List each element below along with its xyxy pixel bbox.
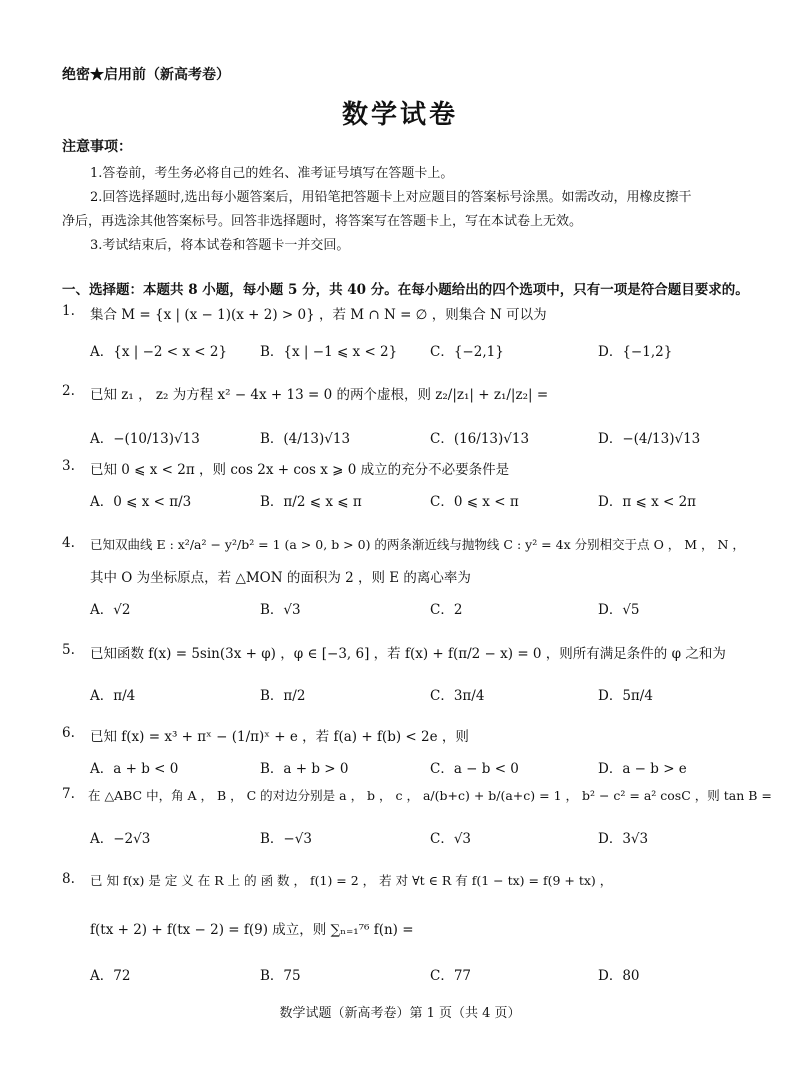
- question-stem: 已知双曲线 E : x²/a² − y²/b² = 1 (a > 0, b > 0) 的两条渐近线与抛物线 C : y² = 4x 分别相交于点 O ， M ， N ，: [90, 537, 745, 552]
- option-c: C．(16/13)√13: [430, 431, 530, 447]
- option-b: B．π/2 ⩽ x ⩽ π: [260, 494, 362, 510]
- question-stem: 已知 f(x) = x³ + πˣ − (1/π)ˣ + e ，若 f(a) + f(b) < 2e ，则: [90, 729, 469, 745]
- question-number: 3.: [62, 458, 75, 474]
- question-number: 1.: [62, 303, 75, 319]
- note-line-2b: 净后，再选涂其他答案标号。回答非选择题时，将答案写在答题卡上，写在本试卷上无效。: [62, 214, 583, 229]
- question-number: 7.: [62, 786, 75, 802]
- option-b: B．a + b > 0: [260, 761, 349, 777]
- option-a: A．{x | −2 < x < 2}: [90, 344, 228, 360]
- note-line-2a: 2.回答选择题时,选出每小题答案后，用铅笔把答题卡上对应题目的答案标号涂黑。如需改动，用橡皮擦干: [90, 190, 692, 205]
- question-stem: 已知函数 f(x) = 5sin(3x + φ) ，φ ∈ [−3, 6] ，若 f(x) + f(π/2 − x) = 0 ，则所有满足条件的 φ 之和为: [90, 646, 726, 662]
- option-d: D．80: [598, 968, 640, 984]
- question-number: 2.: [62, 383, 75, 399]
- question-stem: 已知 z₁ ， z₂ 为方程 x² − 4x + 13 = 0 的两个虚根，则 z₂/|z₁| + z₁/|z₂| =: [90, 387, 549, 403]
- option-a: A．√2: [90, 602, 131, 618]
- option-c: C．3π/4: [430, 688, 485, 704]
- option-c: C．a − b < 0: [430, 761, 519, 777]
- question-stem: 已知 0 ⩽ x < 2π ，则 cos 2x + cos x ⩾ 0 成立的充分不必要条件是: [90, 462, 510, 478]
- option-b: B．−√3: [260, 831, 312, 847]
- option-d: D．π ⩽ x < 2π: [598, 494, 697, 510]
- option-a: A．72: [90, 968, 131, 984]
- option-c: C．{−2,1}: [430, 344, 504, 360]
- option-a: A．0 ⩽ x < π/3: [90, 494, 192, 510]
- option-d: D．−(4/13)√13: [598, 431, 701, 447]
- section-heading: 一、选择题：本题共 8 小题，每小题 5 分，共 40 分。在每小题给出的四个选项中，只有一项是符合题目要求的。: [62, 282, 749, 298]
- option-a: A．−2√3: [90, 831, 151, 847]
- option-a: A．π/4: [90, 688, 136, 704]
- option-b: B．π/2: [260, 688, 306, 704]
- option-d: D．5π/4: [598, 688, 653, 704]
- option-a: A．a + b < 0: [90, 761, 179, 777]
- option-d: D．{−1,2}: [598, 344, 673, 360]
- question-stem: 在 △ABC 中，角 A ， B ， C 的对边分别是 a ， b ， c ， a/(b+c) + b/(a+c) = 1 ， b² − c² = a² cosC ，则 tan B =: [88, 788, 772, 803]
- option-c: C．√3: [430, 831, 472, 847]
- option-d: D．a − b > e: [598, 761, 687, 777]
- question-stem-line-2: f(tx + 2) + f(tx − 2) = f(9) 成立，则 ∑ₙ₌₁⁷⁶ f(n) =: [90, 922, 414, 938]
- option-c: C．2: [430, 602, 463, 618]
- question-number: 8.: [62, 871, 75, 887]
- question-stem-line-2: 其中 O 为坐标原点，若 △MON 的面积为 2 ，则 E 的离心率为: [90, 570, 471, 586]
- question-stem: 集合 M = {x | (x − 1)(x + 2) > 0} ，若 M ∩ N = ∅ ，则集合 N 可以为: [90, 307, 547, 323]
- option-c: C．77: [430, 968, 472, 984]
- option-d: D．√5: [598, 602, 640, 618]
- top-label: 绝密★启用前（新高考卷）: [62, 67, 230, 83]
- option-d: D．3√3: [598, 831, 649, 847]
- question-stem: 已 知 f(x) 是 定 义 在 R 上 的 函 数 ， f(1) = 2 ， 若 对 ∀t ∈ R 有 f(1 − tx) = f(9 + tx) ，: [90, 873, 613, 888]
- note-line-1: 1.答卷前，考生务必将自己的姓名、准考证号填写在答题卡上。: [90, 166, 454, 181]
- question-number: 5.: [62, 642, 75, 658]
- question-number: 4.: [62, 535, 75, 551]
- option-c: C．0 ⩽ x < π: [430, 494, 519, 510]
- option-b: B．(4/13)√13: [260, 431, 351, 447]
- option-a: A．−(10/13)√13: [90, 431, 200, 447]
- option-b: B．{x | −1 ⩽ x < 2}: [260, 344, 398, 360]
- page-title: 数学试卷: [341, 100, 458, 130]
- question-number: 6.: [62, 725, 75, 741]
- page-footer: 数学试题（新高考卷）第 1 页（共 4 页）: [279, 1006, 521, 1021]
- option-b: B．√3: [260, 602, 301, 618]
- option-b: B．75: [260, 968, 301, 984]
- note-line-3: 3.考试结束后，将本试卷和答题卡一并交回。: [90, 238, 350, 253]
- notes-heading: 注意事项：: [62, 139, 132, 155]
